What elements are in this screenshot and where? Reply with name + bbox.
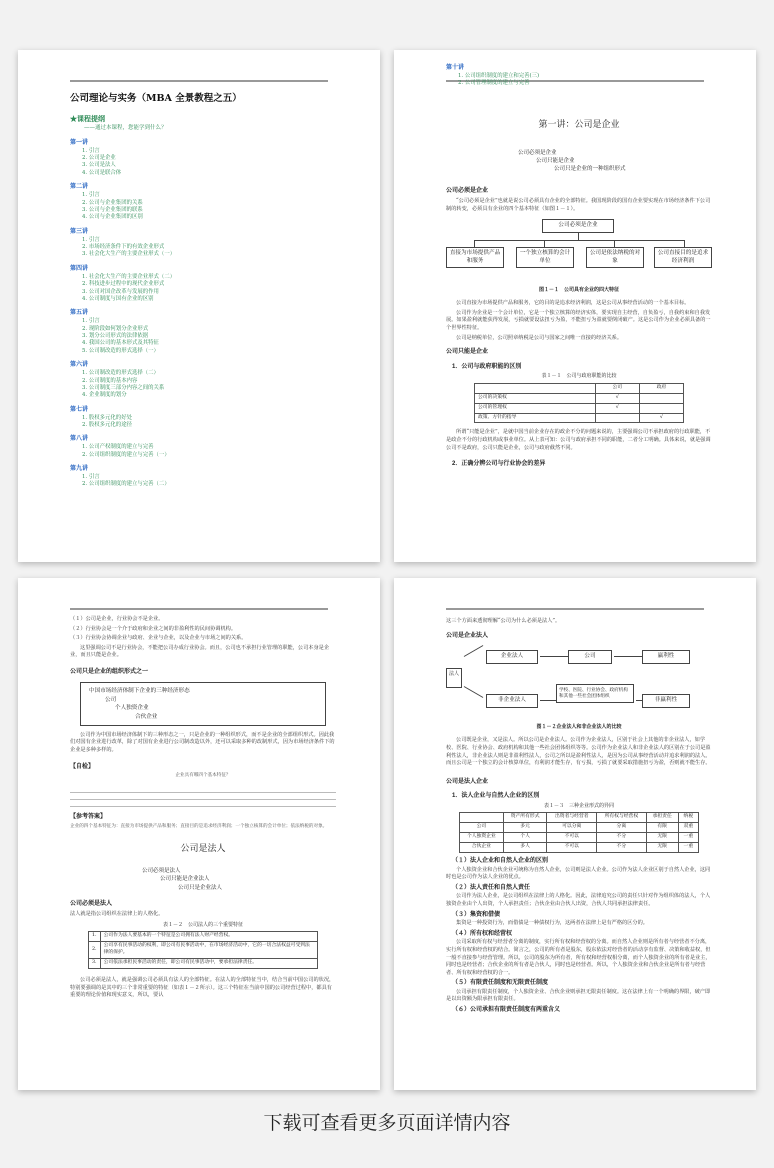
subsection-heading: 1．法人企业与自然人企业的区别 [452,793,540,800]
paragraph: 公司是纳税单位，公司照章纳税是公司与国家之间唯一直接的经济关系。 [456,334,623,341]
diagram-feature-box: 直接为市场提供产品和服务 [446,247,504,268]
lecture-label: 第六讲 [70,361,89,369]
page-3-content [70,616,336,1080]
diagram-arrow [464,645,484,657]
lecture-item[interactable]: 2. 公司是企业 [82,155,116,162]
paragraph: 公司既是企业，又是法人。所以公司是企业法人。公司作为企业法人，区别于社会上其他的非企业法人，如学校、医院、行业协会、政府机构和其他一些社会团体组织等等。公司作为企业法人和非企业法人的区别在于公司是盈利性法人，非企业法人则是非盈利性法人，公司之所以是盈利性法人，是因为公司从事经营活动并追求利润的法人。而且公司是一个独立的会计核算单位，有利润才能生存，有亏损，亏损了就要采取措施扭亏为盈，否则就不能生存。 [446,737,711,767]
table-header-cell: 政府 [639,383,683,393]
summary-line: 公司必须是企业 [518,149,557,156]
paragraph: 公司作为中国市场经济体制下的三种形态之一，只是企业的一种组织形式，而不是企业的全部组织形式。因此我们对国有企业进行改革，除了对国有企业进行公司制改造以外，还可以采取多种的改制形式，因为市场经济条件下的企业是多种多样的。 [70,731,335,753]
lecture-item[interactable]: 3. 公司对国企改革与发展的作用 [82,288,159,295]
page-2-content [446,64,712,552]
point-text: 公司承担有限责任制度，个人独资企业、合伙企业则承担无限责任制度。这在法律上有一个明确的界限，破产即是以出资额为限承担有限责任。 [446,988,711,1003]
figure-caption: 图１－１ 公司具有企业的四大特征 [538,287,619,294]
table-cell: 个人独资企业 [460,833,504,843]
diagram-feature-box: 公司直接目的是追求经济利润 [654,247,712,268]
point-heading: （１）法人企业和自然人企业的区别 [452,858,549,865]
table-cell: 分离 [597,823,647,833]
table-header-cell: 纳税 [678,813,698,823]
summary-block [142,867,336,892]
section-heading: 第一讲：公司是企业 [538,118,620,129]
features-diagram [446,217,712,283]
table-cell: 可以分离 [547,823,597,833]
other-organizations-box: 学校、医院、行业协会、政府机构和其他一些社会团体组织 [556,684,634,702]
lecture-item[interactable]: 1. 股权多元化的好处 [82,414,132,421]
top-rule [70,608,328,610]
point-heading: （２）法人责任和自然人责任 [452,884,531,891]
non-enterprise-legal-person-box: 非企业法人 [486,694,538,708]
document-page-2 [394,50,756,562]
point-heading: （５）有限责任制度和无限责任制度 [452,980,549,987]
table-row [460,823,699,833]
paragraph: 这里强调公司不是行业协会，不能把公司办成行业协会。而且，公司也不承担行业管理的职能，公司本身是企业，而且只能是企业。 [70,644,330,659]
subsection-heading: 公司只能是企业 [446,349,489,356]
table-row [475,393,684,403]
lecture-label: 第四讲 [70,264,89,272]
table-cell: 一重 [678,843,698,853]
table-row [460,833,699,843]
answer-line [70,786,336,793]
lecture-item[interactable]: 2. 公司制度的基本内容 [82,377,138,384]
table-cell: 个人 [503,833,547,843]
answer-text: 企业的四个基本特征为：直接为市场提供产品和服务；直接目的是追求经济利润；一个独立核算的会计单位；依法纳税的对象。 [70,823,328,829]
subsection-heading: 公司必须是企业 [446,188,489,195]
point-text: 公司采取所有权与经营者分离的制度，实行所有权和经营权的分离。而自然人企业则是所有者与经营者不分离，实行所有权和经营权的结合。简言之，公司的所有者是股东，股东依法对经营者的活动享有监督、决策和收益权，但一般不直接参与经营管理。所以，公司的股东为所有者，所有权和经营权相分离，而个人独资企业的所有者是业主，同时也是经营者；合伙企业的所有者是合伙人，同时也是经营者。所以，个人独资企业和合伙企业是所有者与经营者、所有权和经营权的合一。 [446,939,711,976]
diagram-feature-box: 公司是依法纳税的对象 [586,247,644,268]
point-text: 公司作为法人企业，是公司组织在法律上的人格化。因此，法律追究公司的责任只针对作为组织体的法人，个人独资企业由个人出资，个人承担责任；合伙企业由合伙人出资，合伙人共同承担法律责任。 [446,893,711,907]
lecture-label: 第二讲 [70,183,89,191]
lecture-item[interactable]: 2. 公司与企业集团的关系 [82,199,143,206]
table-row [89,959,318,969]
diagram-feature-box: 一个独立核算的会计单位 [516,247,574,268]
document-title: 公司理论与实务（MBA 全景教程之五） [70,93,242,104]
table-cell: √ [639,413,683,423]
table-cell: 政策、方针的指导 [475,413,596,423]
top-rule [446,608,704,610]
subsection-heading: 公司是法人企业 [446,778,489,785]
lecture-item[interactable]: 1. 社会化大生产的主要企业形式（二） [82,273,176,280]
enterprise-forms-table [459,812,699,853]
diagram-connector [474,240,684,241]
table-cell: 2. [89,942,101,959]
lecture-item[interactable]: 2. 公司组织制度的建立与完善（二） [82,481,170,488]
diagram-arrow [636,700,642,701]
summary-block [518,149,712,174]
summary-line: 公司只是企业法人 [178,884,223,891]
company-box: 公司 [568,650,612,664]
lecture-item[interactable]: 2. 现阶段如何划分企业形式 [82,325,149,332]
table-row [475,413,684,423]
table-row [460,843,699,853]
page-4-content [446,618,712,1080]
points-list [446,857,712,1015]
table-header-cell: 资产所有形式 [503,813,547,823]
table-cell: √ [595,393,639,403]
table-cell: 多人 [503,843,547,853]
paragraph: 法人就是指公司组织在法律上的人格化。 [70,910,164,917]
subsection-heading: 2．正确分辨公司与行业协会的差异 [452,461,546,468]
enterprise-forms-box [80,682,326,726]
table-cell [639,393,683,403]
table-cell [639,403,683,413]
table-cell: 有限 [646,823,678,833]
paragraph: 公司必须是法人，就是强调公司必须具有法人的全部特征。在法人的全部特征当中，结合当前中国公司的状况，特别要强调的是其中的三个非常重要的特征（如表１－２所示）。这三个特征在当前中国的公司经营过程中，都具有重要的理论价值和现实意义，所以，要认 [70,977,335,999]
answer-line [70,800,336,807]
lecture-item[interactable]: 4. 公司制度与国有企业的区别 [82,295,154,302]
point-heading: （４）所有权和经营权 [452,930,513,937]
diagram-arrow [540,700,556,701]
paragraph: 这三个方面来透彻理解“公司为什么必须是法人”。 [446,618,561,624]
page-1-content [70,88,336,552]
lecture-item[interactable]: 4. 公司是联合体 [82,169,122,176]
lecture-item[interactable]: 1. 引言 [82,473,100,480]
answer-heading: 【参考答案】 [70,813,107,820]
non-profit-box: 非赢利性 [642,694,690,708]
lecture-item[interactable]: 3. 公司与企业集团的联系 [82,206,143,213]
table-header-cell [460,813,504,823]
org-box-title: 中国市场经济体制下企业的三种经济形态 [89,688,190,695]
diagram-root-box: 公司必须是企业 [542,219,614,233]
point-text: 集资是一种投资行为，而借债是一种债权行为，这两者在法律上是有严格的区分的。 [456,920,648,927]
point-heading: （６）公司承担有限责任制度有两重含义 [452,1006,561,1013]
lecture-10-label: 第十讲 [446,64,465,71]
lecture-item[interactable]: 1. 公司产权制度的建立与完善 [82,444,154,451]
paragraph: “公司必须是企业”也就是说公司必须具有企业的全部特征。我国现阶段的国有企业要实现在市场经济条件下公司制的转变，必须具有企业的四个基本特征（如图１－１）。 [446,198,711,212]
table-cell: 一重 [678,833,698,843]
org-box-line: 公司 [105,696,117,703]
paragraph: 公司直接为市场提供产品和服务，它的目的是追求经济利润，这是公司从事经营活动的一个基本目标。 [456,300,690,307]
subsection-heading: 公司只是企业的组织形式之一 [70,668,149,675]
figure-caption: 图１－２企业法人和非企业法人的比较 [536,724,622,731]
diagram-arrow [464,686,484,698]
table-caption: 表１－３ 三种企业形式的异同 [543,802,614,809]
table-cell: 不可以 [547,833,597,843]
document-page-4 [394,578,756,1090]
table-cell: √ [595,403,639,413]
table-header-cell: 承担责任 [646,813,678,823]
table-cell: 不分 [597,843,647,853]
table-header-row [460,813,699,823]
diagram-connector [614,240,615,247]
lecture-item[interactable]: 4. 企业制度的划分 [82,392,127,399]
lecture-label: 第一讲 [70,138,89,146]
features-table [88,931,318,969]
legal-person-box: 法人 [446,668,462,688]
list-item: （２）行业协会是一个介于政府和企业之间的非盈利性的民间协调机构。 [70,625,237,632]
lecture-item[interactable]: 1. 引言 [82,192,100,199]
lecture-label: 第八讲 [70,435,89,443]
lecture-item[interactable]: 2. 科技进步过程中的现代企业形式 [82,281,165,288]
self-check-heading: 【自检】 [70,763,95,770]
table-header-cell: 公司 [595,383,639,393]
table-row [89,942,318,959]
table-cell: 公司的决策权 [475,393,596,403]
table-cell: 合伙企业 [460,843,504,853]
table-header-cell [475,383,596,393]
org-box-line: 合伙企业 [135,713,158,720]
diagram-connector [544,240,545,247]
diagram-connector [578,232,579,240]
table-cell: 1. [89,932,101,942]
table-header-cell: 出资者与经营者 [547,813,597,823]
org-box-line: 个人独资企业 [115,705,149,712]
course-outline-subtitle: ——通过本课程，您能学到什么？ [84,124,167,131]
lecture-item[interactable]: 1. 引言 [82,318,100,325]
self-check-question: 企业具有哪四个基本特征？ [175,773,231,779]
answer-line [70,793,336,800]
point-text: 个人独资企业和合伙企业可统称为自然人企业，公司则是法人企业。公司作为法人企业区别于自然人企业，这同时也是公司作为法人企业的优点。 [446,866,711,881]
download-more-caption: 下载可查看更多页面详情内容 [263,1112,511,1134]
table-caption: 表１－１ 公司与政府职能的比较 [541,373,617,380]
point-heading: （３）集资和借债 [452,911,501,918]
lecture-item[interactable]: 3. 划分公司形式的法律依据 [82,333,149,340]
table-cell: 双重 [678,823,698,833]
lecture-item[interactable]: 1. 引言 [82,147,100,154]
lecture-item[interactable]: 1. 公司制改造的形式选择（二） [82,370,159,377]
lecture-label: 第五讲 [70,309,89,317]
enterprise-legal-person-box: 企业法人 [486,650,538,664]
list-item: （１）公司是企业，行业协会不是企业。 [70,616,164,622]
lecture-10-item: 1. 公司组织制度的建立和完善(三) [458,72,540,79]
diagram-arrow [614,656,642,657]
table-row [475,403,684,413]
lecture-item[interactable]: 2. 股权多元化的途径 [82,422,132,429]
summary-line: 公司只能是企业 [536,157,575,164]
table-cell: 多元 [503,823,547,833]
summary-line: 公司只是企业的一种组织形式 [554,166,626,173]
table-header-cell: 所有权与经营权 [597,813,647,823]
summary-line: 公司只能是企业法人 [160,876,210,883]
paragraph: 公司作为企业是一个会计单位，它是一个独立核算的经济实体，要实现自主经营，自负盈亏，自我约束和自我发展。如果盈利就能获得发展，亏损就要设法扭亏为盈，不能扭亏为盈就要倒闭破产。这是公司作为企业必须具备的一个世界性特征。 [446,309,711,331]
lecture-label: 第九讲 [70,465,89,473]
table-header-row [475,383,684,393]
table-cell: 公司作为法人要基本的一个特征是公司拥有法人财产经营权。 [100,932,317,942]
document-page-3 [18,578,380,1090]
table-cell: 无限 [646,843,678,853]
profit-box: 赢利性 [642,650,690,664]
lecture-item[interactable]: 1. 引言 [82,236,100,243]
table-cell: 公司依法承担民事活动的责任，即公司有民事活动中，要承担法律责任。 [100,959,317,969]
lecture-item[interactable]: 4. 公司与企业集团的区别 [82,214,143,221]
table-cell: 无限 [646,833,678,843]
lecture-label: 第七讲 [70,405,89,413]
table-cell: 3. [89,959,101,969]
lecture-list [70,139,336,489]
lecture-10-item: 2. 公司管理制度的建立与完善 [458,80,530,87]
answer-lines [70,786,336,807]
comparison-table [474,383,684,424]
lecture-item[interactable]: 3. 公司制度三部分内容之间的关系 [82,384,165,391]
list-item: （３）行业协会协调企业与政府、企业与企业，以及企业与市场之间的关系。 [70,635,247,642]
table-cell: 不分 [597,833,647,843]
subsection-heading: 公司必须是法人 [70,900,113,907]
table-caption: 表１－２ 公司法人的三个重要特征 [162,922,243,929]
document-page-1 [18,50,380,562]
diagram-connector [684,240,685,247]
subsection-heading: 公司是企业法人 [446,632,489,639]
diagram-connector [474,240,475,247]
section-heading: 公司是法人 [180,843,226,854]
table-cell: 公司享有民事活动的权利，即公司有民事活动中，在市场经济活动中，它的一切合法权益可受到法律的保护。 [100,942,317,959]
lecture-item[interactable]: 4. 我国公司的基本形式及其特征 [82,340,159,347]
table-row [89,932,318,942]
table-cell: 公司的管理权 [475,403,596,413]
lecture-item[interactable]: 2. 公司组织制度的建立与完善（一） [82,451,170,458]
lecture-item[interactable]: 3. 公司是法人 [82,162,116,169]
paragraph: 所谓“只能是企业”，是就中国当前企业存在的政企不分的问题来说的，主要强调公司不承担政府的行政职能，不是政企不分的行政机构或事业单位。从上表可知：公司与政府承担不同的职能，二者分工明确。具体来说，就是强调公司不是政府，公司只能是企业，公司与政府截然不同。 [446,429,711,451]
legal-person-diagram [446,644,712,720]
subsection-heading: 1．公司与政府职能的区别 [452,363,522,370]
lecture-item[interactable]: 3. 社会化大生产的主要企业形式（一） [82,251,176,258]
summary-line: 公司必须是法人 [142,868,181,875]
table-cell: 公司 [460,823,504,833]
diagram-arrow [540,656,568,657]
lecture-label: 第三讲 [70,227,89,235]
course-outline-heading: ★课程提纲 [70,113,105,123]
table-cell: 不可以 [547,843,597,853]
lecture-item[interactable]: 5. 公司制改造的形式选择（一） [82,347,159,354]
lecture-item[interactable]: 2. 市场经济条件下的有效企业形式 [82,244,165,251]
table-cell [595,413,639,423]
top-rule [70,80,328,82]
